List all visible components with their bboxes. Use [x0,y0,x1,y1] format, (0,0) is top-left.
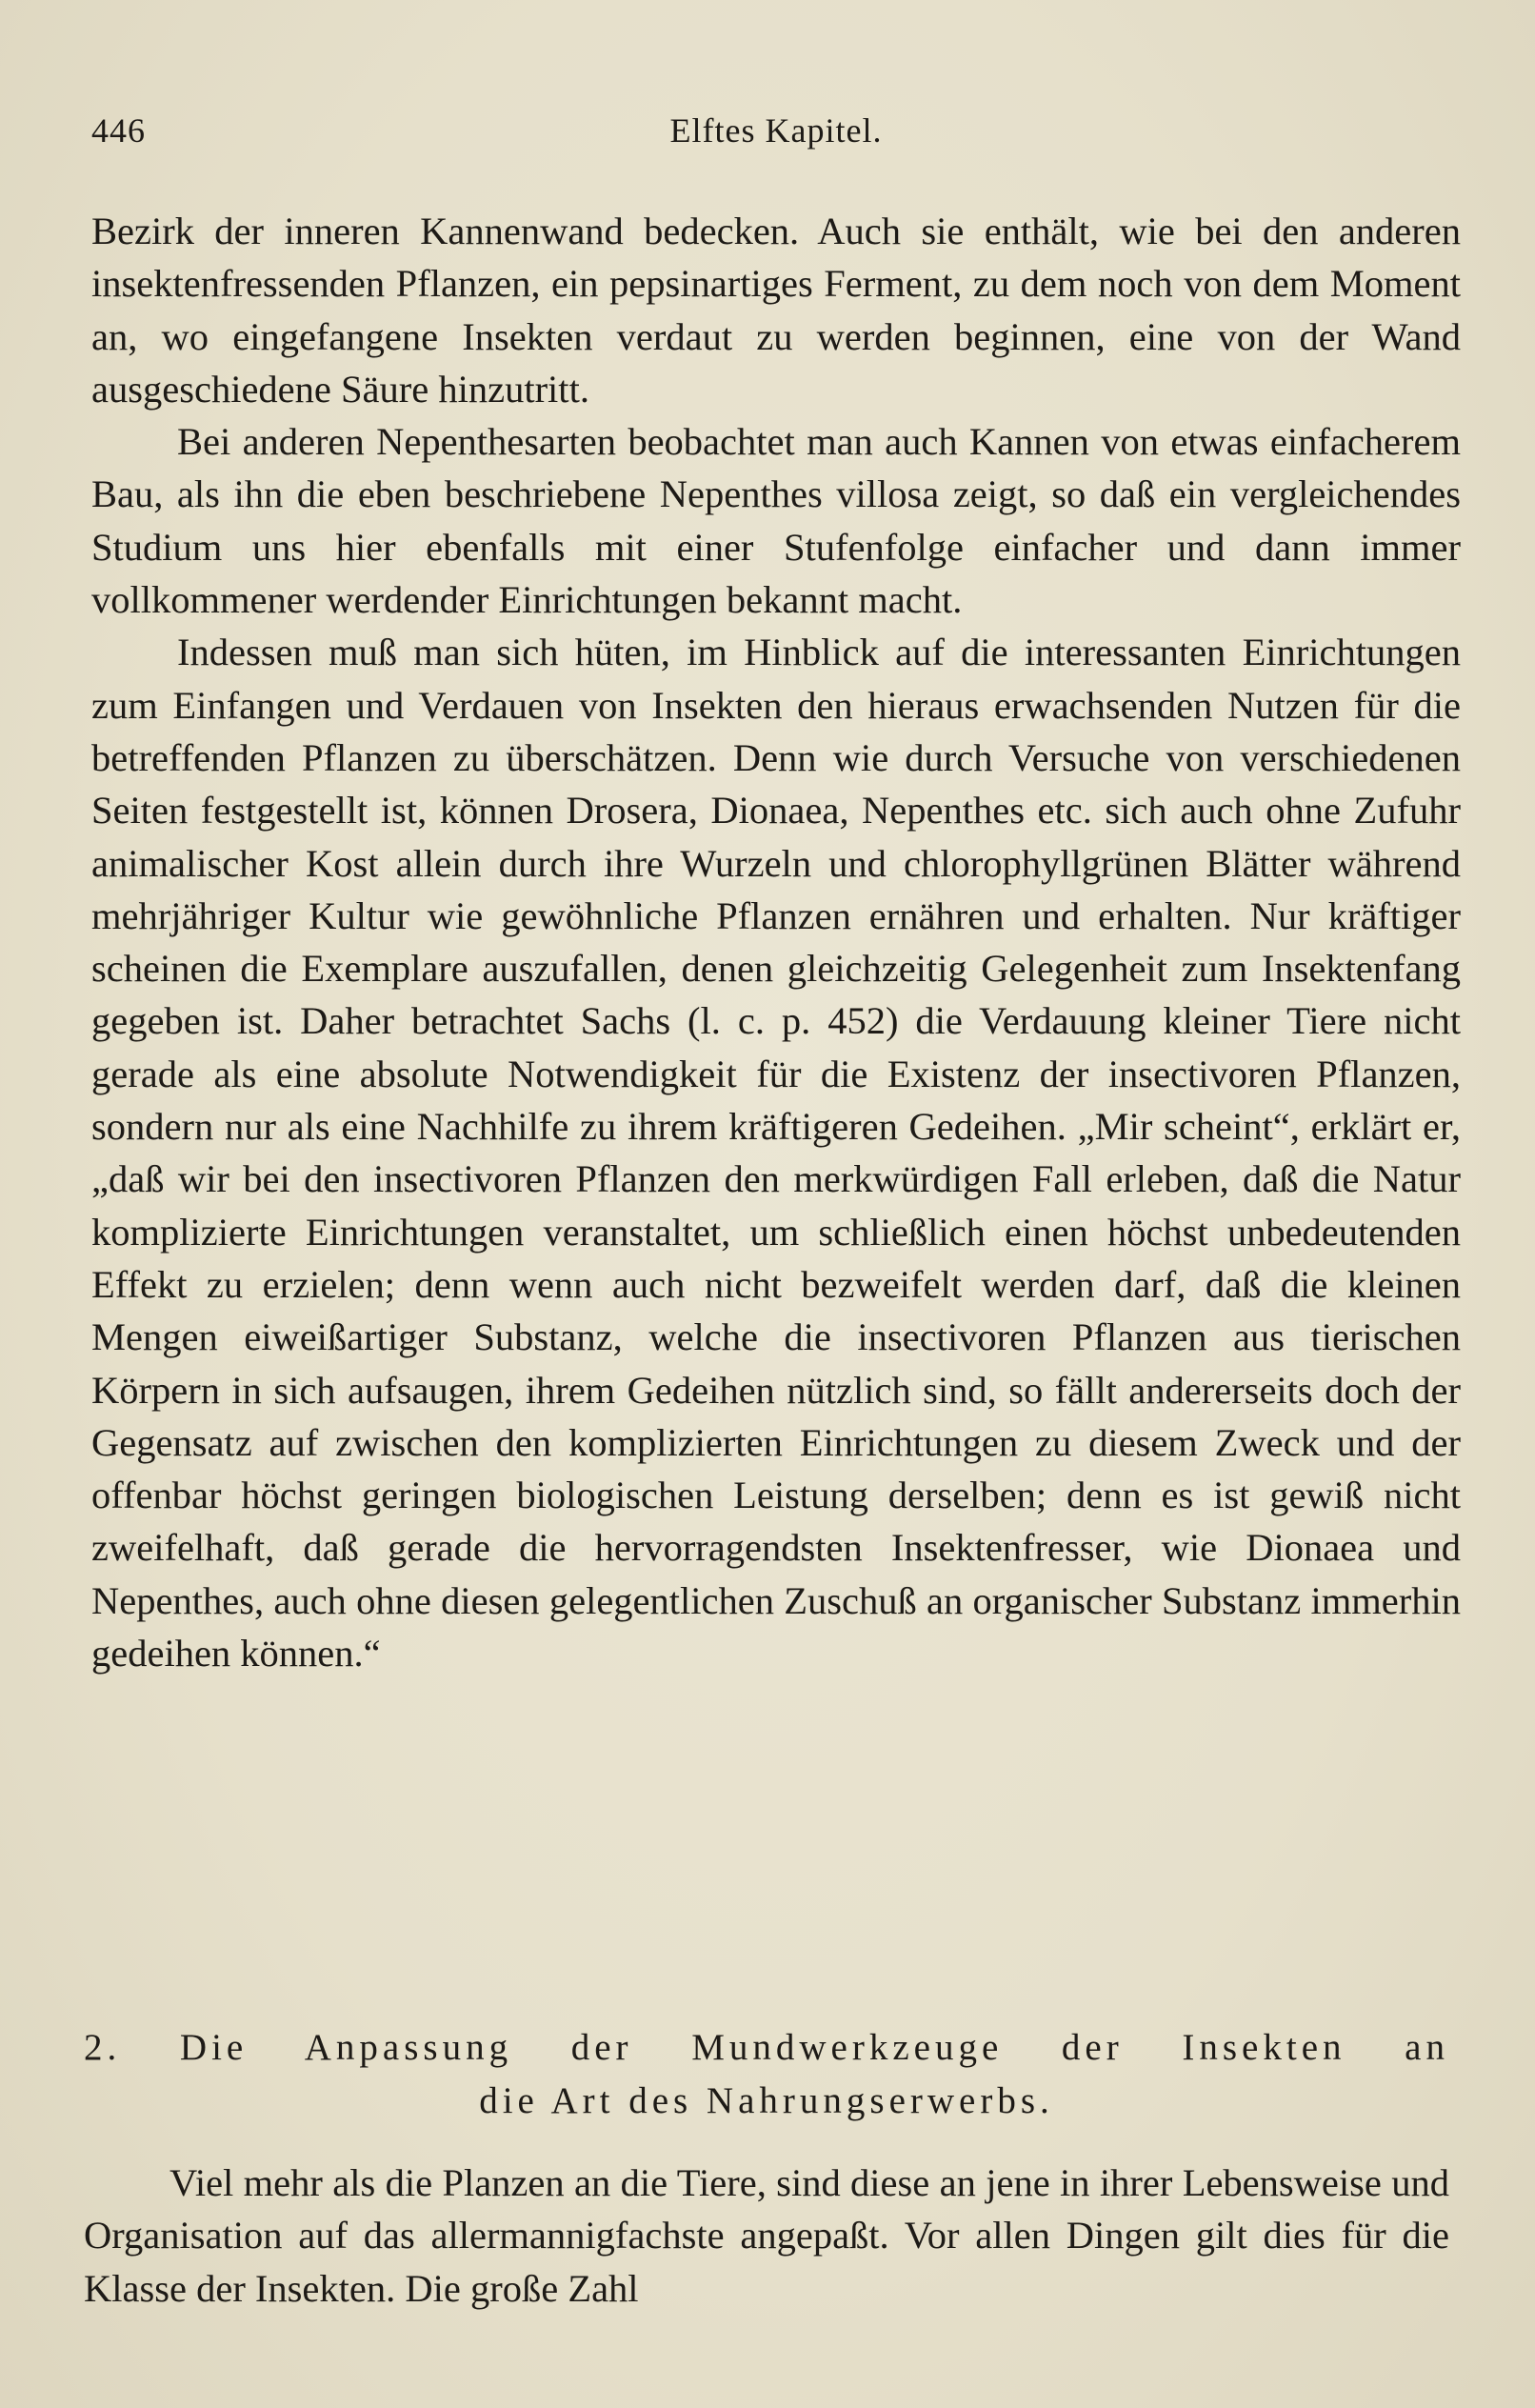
paragraph: Bei anderen Nepenthesarten beobachtet man auch Kannen von etwas einfacherem Bau, als ihn die eben beschriebene Nepenthes villosa zeigt, so daß ein vergleichendes Studium uns hier ebenfalls mit einer Stufenfolge einfacher und dann immer vollkommener werdender Einrichtungen bekannt macht. [91,420,1461,622]
paragraph: Viel mehr als die Planzen an die Tiere, sind diese an jene in ihrer Lebensweise und Organisation auf das allermannigfachste angepaßt. Vor allen Dingen gilt dies für die Klasse der Insekten. Die große Zahl [84,2161,1449,2310]
section-text [84,2157,1449,2315]
chapter-title: Elftes Kapitel. [669,111,883,150]
paragraph: Indessen muß man sich hüten, im Hinblick auf die interessanten Einrichtungen zum Einfangen und Verdauen von Insekten den hieraus erwachsenden Nutzen für die betreffenden Pflanzen zu überschätzen. Denn wie durch Versuche von verschiedenen Seiten festgestellt ist, können Drosera, Dionaea, Nepenthes etc. sich auch ohne Zufuhr animalischer Kost allein durch ihre Wurzeln und chlorophyllgrünen Blätter während mehrjähriger Kultur wie gewöhnliche Pflanzen ernähren und erhalten. Nur kräftiger scheinen die Exemplare auszufallen, denen gleichzeitig Gelegenheit zum Insektenfang gegeben ist. Daher betrachtet Sachs (l. c. p. 452) die Verdauung kleiner Tiere nicht gerade als eine absolute Notwendigkeit für die Existenz der insectivoren Pflanzen, sondern nur als eine Nachhilfe zu ihrem kräftigeren Gedeihen. „Mir scheint“, erklärt er, „daß wir bei den insectivoren Pflanzen den merkwürdigen Fall erleben, daß die Natur komplizierte Einrichtungen veranstaltet, um schließlich einen höchst unbedeutenden Effekt zu erzielen; denn wenn auch nicht bezweifelt werden darf, daß die kleinen Mengen eiweißartiger Substanz, welche die insectivoren Pflanzen aus tierischen Körpern in sich aufsaugen, ihrem Gedeihen nützlich sind, so fällt andererseits doch der Gegensatz auf zwischen den komplizierten Einrichtungen zu diesem Zweck und der offenbar höchst geringen biologischen Leistung derselben; denn es ist gewiß nicht zweifelhaft, daß gerade die hervorragendsten Insektenfresser, wie Dionaea und Nepenthes, auch ohne diesen gelegentlichen Zuschuß an organischer Substanz immerhin gedeihen können.“ [91,631,1461,1676]
main-text [91,205,1461,1679]
running-head [91,107,1461,154]
section-heading [84,2021,1449,2128]
page-number: 446 [91,111,146,150]
section-heading-line: die Art des Nahrungserwerbs. [479,2080,1054,2121]
section-heading-line: 2. Die Anpassung der Mundwerkzeuge der Insekten an [84,2027,1449,2068]
paragraph: Bezirk der inneren Kannenwand bedecken. Auch sie enthält, wie bei den anderen insektenfressenden Pflanzen, ein pepsinartiges Ferment, zu dem noch von dem Moment an, wo eingefangene Insekten verdaut zu werden beginnen, eine von der Wand ausgeschiedene Säure hinzutritt. [91,210,1461,411]
